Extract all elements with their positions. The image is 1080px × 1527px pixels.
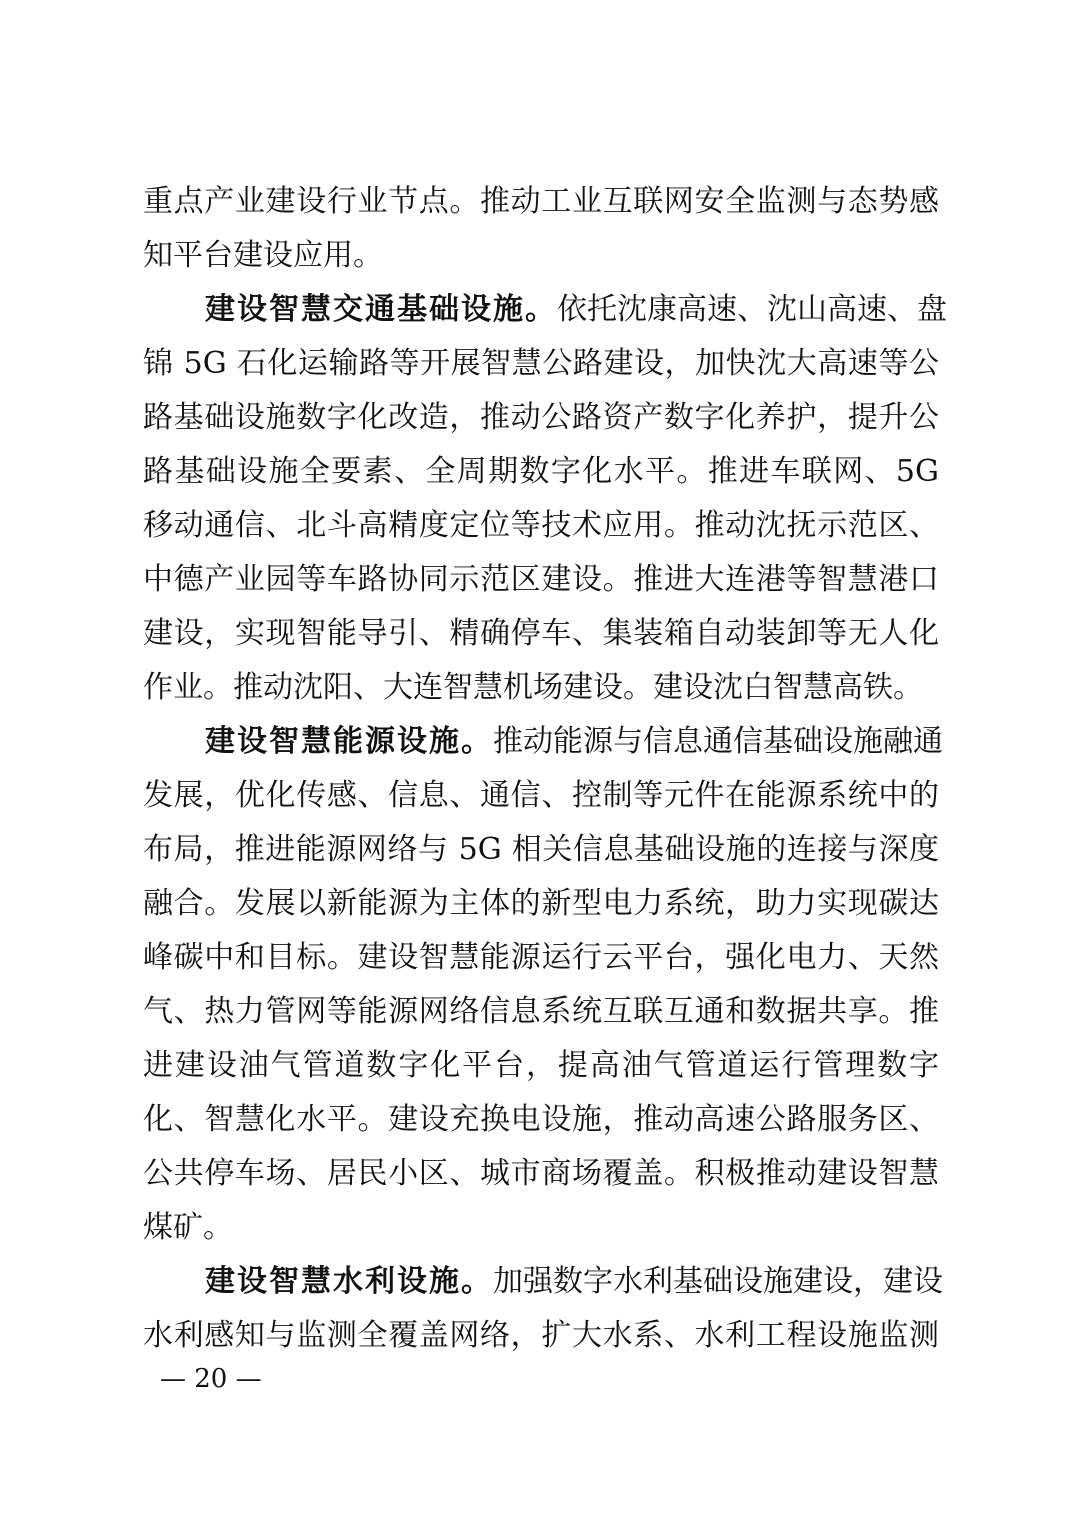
paragraph-first-line	[205, 290, 947, 330]
text-run: 推动能源与信息通信基础设施融通	[493, 724, 943, 759]
text-line: 气、热力管网等能源网络信息系统互联互通和数据共享。推	[143, 994, 939, 1029]
text-line: 融合。发展以新能源为主体的新型电力系统，助力实现碳达	[143, 886, 939, 921]
page-number: — 20 —	[160, 1364, 262, 1394]
text-line: 作业。推动沈阳、大连智慧机场建设。建设沈白智慧高铁。	[143, 670, 923, 705]
paragraph-first-line	[205, 1262, 943, 1302]
text-line: 锦 5G 石化运输路等开展智慧公路建设，加快沈大高速等公	[143, 346, 939, 381]
paragraph-heading: 建设智慧能源设施。	[205, 724, 493, 759]
paragraph-heading: 建设智慧交通基础设施。	[205, 292, 557, 327]
text-line: 峰碳中和目标。建设智慧能源运行云平台，强化电力、天然	[143, 940, 939, 975]
text-line: 知平台建设应用。	[143, 238, 383, 273]
text-line: 建设，实现智能导引、精确停车、集装箱自动装卸等无人化	[143, 616, 939, 651]
text-line: 水利感知与监测全覆盖网络，扩大水系、水利工程设施监测	[143, 1318, 939, 1353]
text-line: 化、智慧化水平。建设充换电设施，推动高速公路服务区、	[143, 1102, 939, 1137]
text-run: 加强数字水利基础设施建设，建设	[493, 1264, 943, 1299]
text-line: 进建设油气管道数字化平台，提高油气管道运行管理数字	[143, 1048, 939, 1083]
text-line: 煤矿。	[143, 1210, 233, 1245]
text-run: 依托沈康高速、沈山高速、盘	[557, 292, 947, 327]
text-line: 移动通信、北斗高精度定位等技术应用。推动沈抚示范区、	[143, 508, 939, 543]
text-line: 布局，推进能源网络与 5G 相关信息基础设施的连接与深度	[143, 832, 939, 867]
text-line: 公共停车场、居民小区、城市商场覆盖。积极推动建设智慧	[143, 1156, 939, 1191]
text-line: 路基础设施全要素、全周期数字化水平。推进车联网、5G	[143, 454, 939, 489]
paragraph-first-line	[205, 722, 943, 762]
text-line: 中德产业园等车路协同示范区建设。推进大连港等智慧港口	[143, 562, 939, 597]
text-line: 路基础设施数字化改造，推动公路资产数字化养护，提升公	[143, 400, 939, 435]
paragraph-heading: 建设智慧水利设施。	[205, 1264, 493, 1299]
text-line: 重点产业建设行业节点。推动工业互联网安全监测与态势感	[143, 184, 939, 219]
text-line: 发展，优化传感、信息、通信、控制等元件在能源系统中的	[143, 778, 939, 813]
